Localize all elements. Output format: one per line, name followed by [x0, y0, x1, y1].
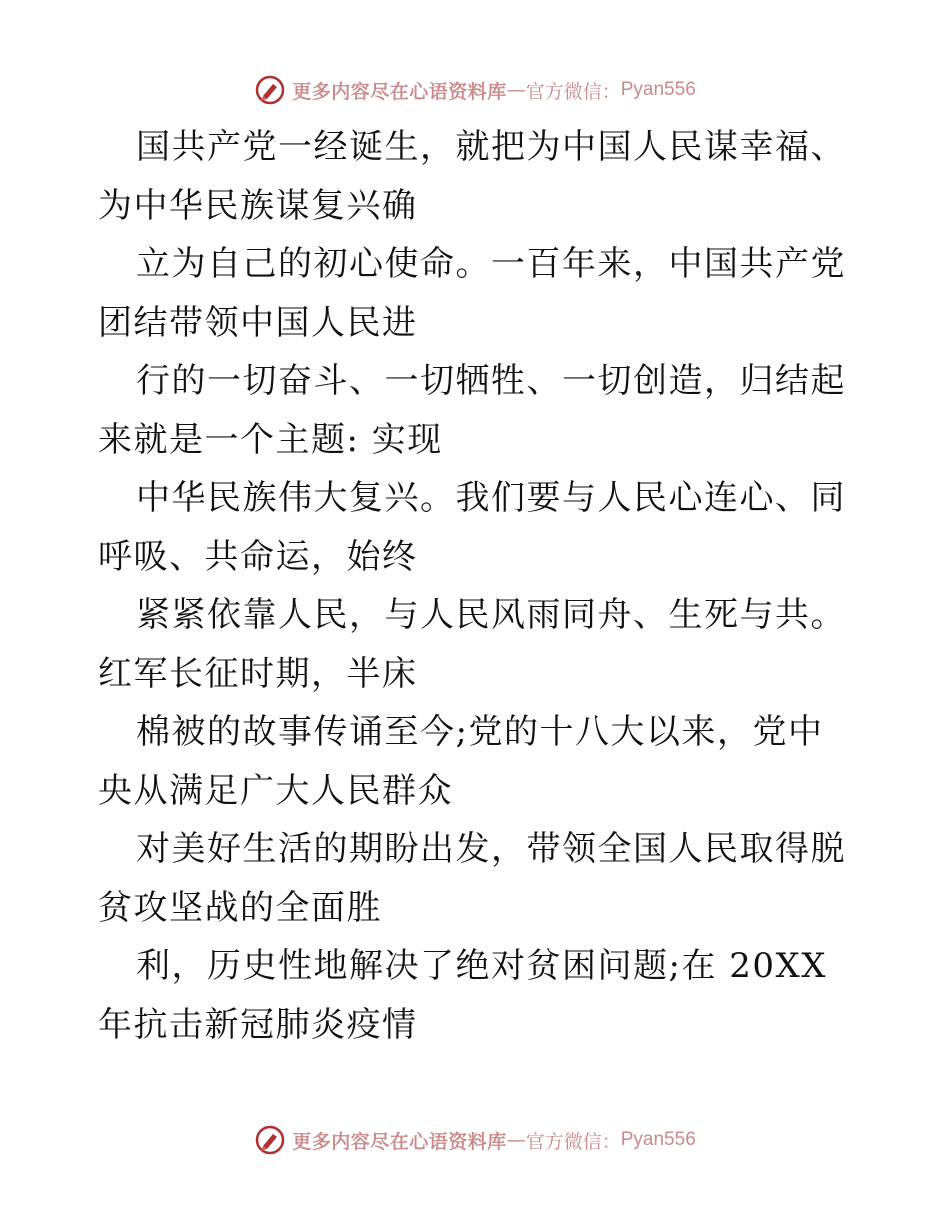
watermark-separator: — [506, 79, 526, 101]
pen-logo-icon [254, 1124, 286, 1156]
watermark-id: Pyan556 [620, 79, 696, 100]
paragraph: 中华民族伟大复兴。我们要与人民心连心、同呼吸、共命运，始终 [98, 478, 846, 577]
paragraph: 行的一切奋斗、一切牺牲、一切创造，归结起来就是一个主题: 实现 [98, 361, 846, 460]
watermark-sub-text: 官方微信： [525, 80, 621, 103]
watermark-id: Pyan556 [620, 1129, 696, 1150]
header-watermark [0, 74, 950, 106]
watermark-main-text: 更多内容尽在心语资料库 [292, 1130, 507, 1153]
pen-logo-icon [254, 74, 286, 106]
footer-watermark [0, 1124, 950, 1156]
paragraph: 立为自己的初心使命。一百年来，中国共产党团结带领中国人民进 [98, 244, 846, 343]
paragraph: 对美好生活的期盼出发，带领全国人民取得脱贫攻坚战的全面胜 [98, 829, 846, 928]
document-body [98, 118, 858, 1054]
paragraph: 棉被的故事传诵至今;党的十八大以来，党中央从满足广大人民群众 [98, 712, 824, 811]
paragraph: 国共产党一经诞生，就把为中国人民谋幸福、为中华民族谋复兴确 [98, 127, 846, 226]
watermark-main-text: 更多内容尽在心语资料库 [292, 80, 507, 103]
paragraph: 利，历史性地解决了绝对贫困问题;在 20XX 年抗击新冠肺炎疫情 [98, 946, 827, 1045]
paragraph: 紧紧依靠人民，与人民风雨同舟、生死与共。红军长征时期，半床 [98, 595, 846, 694]
watermark-separator: — [506, 1129, 526, 1151]
watermark-sub-text: 官方微信： [525, 1130, 621, 1153]
